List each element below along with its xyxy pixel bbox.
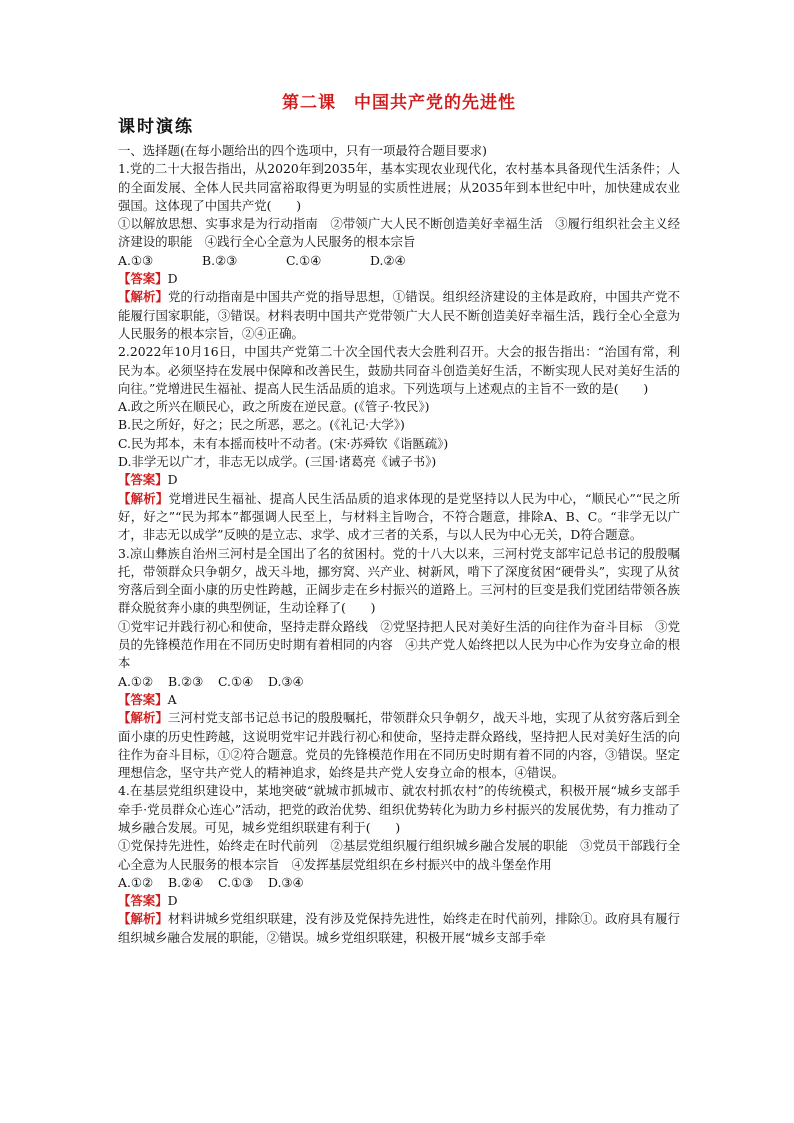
section-instructions: 一、选择题(在每小题给出的四个选项中，只有一项最符合题目要求) bbox=[118, 143, 487, 158]
answer-value: A bbox=[167, 691, 177, 707]
analysis-tag: 【解析】 bbox=[118, 490, 169, 506]
question-stem: 3.凉山彝族自治州三河村是全国出了名的贫困村。党的十八大以来，三河村党支部牢记总书记的殷殷嘱托，带领群众只争朝夕，战天斗地，挪穷窝、兴产业、树新风，啃下了深度贫困“硬骨头”，实现了从贫穷落后到全面小康的历史性跨越，正阔步走在乡村振兴的道路上。三河村的巨变是我们党团结带领各族群众脱贫奔小康的典型例证，生动诠释了( ) bbox=[118, 545, 680, 616]
analysis-tag: 【解析】 bbox=[118, 911, 168, 927]
option-c: C.①④ bbox=[218, 673, 254, 689]
page-content bbox=[118, 92, 680, 947]
option-b: B.②④ bbox=[168, 874, 204, 890]
option-d: D.③④ bbox=[268, 673, 304, 689]
option-d: D.非学无以广才，非志无以成学。(三国·诸葛亮《诫子书》) bbox=[118, 454, 437, 470]
answer-value: D bbox=[167, 472, 178, 488]
analysis-line bbox=[118, 490, 680, 545]
option-c: C.民为邦本，未有本摇而枝叶不动者。(宋·苏舜钦《诣匦疏》) bbox=[118, 435, 449, 451]
question-statements: ①党保持先进性，始终走在时代前列 ②基层党组织履行组织城乡融合发展的职能 ③党员干部践行全心全意为人民服务的根本宗旨 ④发挥基层党组织在乡村振兴中的战斗堡垒作用 bbox=[118, 838, 680, 872]
page-title: 第二课 中国共产党的先进性 bbox=[282, 93, 516, 113]
option-a: A.政之所兴在顺民心，政之所废在逆民意。(《管子·牧民》) bbox=[118, 399, 430, 415]
question-statements: ①以解放思想、实事求是为行动指南 ②带领广大人民不断创造美好幸福生活 ③履行组织社会主义经济建设的职能 ④践行全心全意为人民服务的根本宗旨 bbox=[118, 216, 680, 250]
answer-value: D bbox=[167, 893, 178, 909]
option-b: B.②③ bbox=[168, 673, 204, 689]
answer-tag: 【答案】 bbox=[118, 271, 168, 287]
answer-tag: 【答案】 bbox=[118, 893, 168, 909]
analysis-text: 三河村党支部书记总书记的殷殷嘱托，带领群众只争朝夕，战天斗地，实现了从贫穷落后到全面小康的历史性跨越，这说明党牢记并践行初心和使命，坚持走群众路线，坚持把人民对美好生活的向往作为奋斗目标，①②符合题意。党员的先锋模范作用在不同历史时期有着不同的内容，③错误。坚定理想信念，坚守共产党人的精神追求，始终是共产党人安身立命的根本，④错误。 bbox=[118, 710, 681, 781]
question-stem: 1.党的二十大报告指出，从2020年到2035年，基本实现农业现代化，农村基本具备现代生活条件；人的全面发展、全体人民共同富裕取得更为明显的实质性进展；从2035年到本世纪中叶，加快建成农业强国。这体现了中国共产党( ) bbox=[118, 161, 680, 213]
option-b: B.民之所好，好之；民之所恶，恶之。(《礼记·大学》) bbox=[118, 417, 405, 433]
question-2 bbox=[118, 343, 680, 544]
option-a: A.①② bbox=[118, 874, 154, 890]
answer-line bbox=[118, 471, 680, 489]
option-d: D.③④ bbox=[268, 874, 304, 890]
option-a: A.①③ bbox=[118, 252, 154, 268]
option-d: D.②④ bbox=[370, 252, 406, 268]
question-1 bbox=[118, 160, 680, 343]
analysis-tag: 【解析】 bbox=[118, 289, 168, 305]
analysis-text: 党增进民生福祉、提高人民生活品质的追求体现的是党坚持以人民为中心，“顺民心”“民之所好，好之”“民为邦本”都强调人民至上，与材料主旨吻合，不符合题意，排除A、B、C。“非学无以广才，非志无以成学”反映的是立志、求学、成才三者的关系，与以人民为中心无关，D符合题意。 bbox=[118, 490, 680, 543]
analysis-line bbox=[118, 910, 680, 947]
analysis-text: 材料讲城乡党组织联建，没有涉及党保持先进性，始终走在时代前列，排除①。政府具有履行组织城乡融合发展的职能，②错误。城乡党组织联建，积极开展“城乡支部手牵 bbox=[118, 911, 681, 945]
answer-line bbox=[118, 691, 680, 709]
analysis-tag: 【解析】 bbox=[118, 710, 168, 726]
question-options bbox=[118, 673, 680, 691]
answer-tag: 【答案】 bbox=[118, 472, 168, 488]
question-statements: ①党牢记并践行初心和使命，坚持走群众路线 ②党坚持把人民对美好生活的向往作为奋斗目标 ③党员的先锋模范作用在不同历史时期有着相同的内容 ④共产党人始终把以人民为中心作为安身立命的根本 bbox=[118, 618, 680, 671]
analysis-line bbox=[118, 709, 680, 782]
answer-value: D bbox=[167, 271, 178, 287]
analysis-line bbox=[118, 288, 680, 343]
answer-line bbox=[118, 892, 680, 910]
question-4 bbox=[118, 782, 680, 947]
section-heading: 课时演练 bbox=[118, 117, 194, 137]
option-a: A.①② bbox=[118, 673, 154, 689]
answer-tag: 【答案】 bbox=[118, 691, 168, 707]
option-b: B.②③ bbox=[202, 252, 238, 268]
answer-line bbox=[118, 270, 680, 288]
question-options bbox=[118, 252, 680, 270]
analysis-text: 党的行动指南是中国共产党的指导思想，①错误。组织经济建设的主体是政府，中国共产党不能履行国家职能，③错误。材料表明中国共产党带领广大人民不断创造美好幸福生活，践行全心全意为人民服务的根本宗旨，②④正确。 bbox=[118, 289, 681, 341]
question-3 bbox=[118, 545, 680, 783]
option-c: C.①④ bbox=[286, 252, 322, 268]
question-options bbox=[118, 874, 680, 892]
question-stem: 2.2022年10月16日，中国共产党第二十次全国代表大会胜利召开。大会的报告指出：“治国有常，利民为本。必须坚持在发展中保障和改善民生，鼓励共同奋斗创造美好生活，不断实现人民对美好生活的向往。”党增进民生福祉、提高人民生活品质的追求。下列选项与上述观点的主旨不一致的是( ) bbox=[118, 344, 680, 396]
option-c: C.①③ bbox=[218, 874, 254, 890]
question-stem: 4.在基层党组织建设中，某地突破“就城市抓城市、就农村抓农村”的传统模式，积极开展“城乡支部手牵手·党员群众心连心”活动，把党的政治优势、组织优势转化为助力乡村振兴的发展优势，有力推动了城乡融合发展。可见，城乡党组织联建有利于( ) bbox=[118, 783, 680, 835]
